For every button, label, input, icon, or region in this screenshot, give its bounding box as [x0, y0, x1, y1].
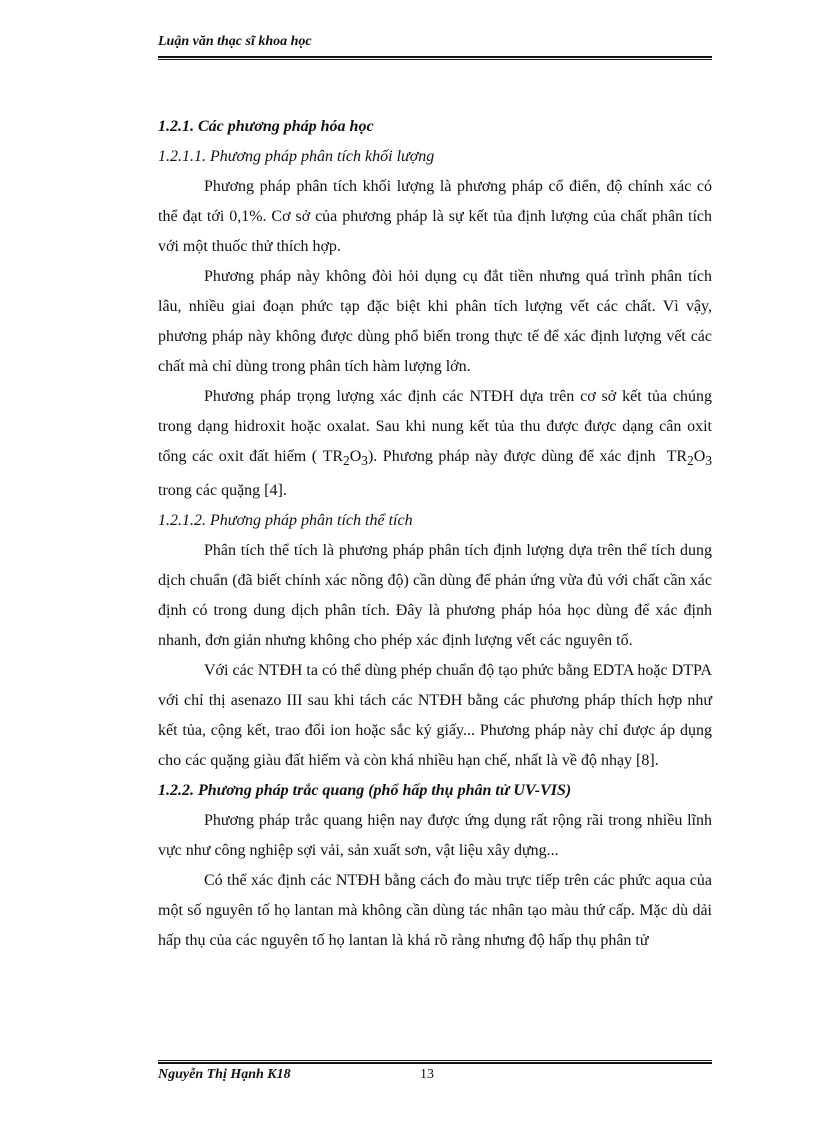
paragraph-text: Phương pháp trọng lượng xác định các NTĐH dựa trên cơ sở kết tủa chúng trong dạng hidroxit hoặc oxalat. Sau khi nung kết tủa thu được được dạng cân oxit tổng các oxit đất hiếm (	[158, 388, 712, 465]
header-divider	[158, 56, 712, 60]
heading-1-2-2: 1.2.2. Phương pháp trắc quang (phổ hấp thụ phân tử UV-VIS)	[158, 782, 572, 800]
formula-tr2o3	[322, 448, 368, 469]
heading-1-2-1: 1.2.1. Các phương pháp hóa học	[158, 118, 374, 135]
paragraph-text: trong các quặng [4].	[158, 482, 287, 500]
page-header-title: Luận văn thạc sĩ khoa học	[158, 34, 312, 49]
formula-subscript: 2	[343, 453, 350, 469]
paragraph-with-formula	[158, 382, 712, 506]
formula-part: TR	[322, 448, 344, 465]
paragraph: Với các NTĐH ta có thể dùng phép chuẩn độ tạo phức bằng EDTA hoặc DTPA với chỉ thị asenazo III sau khi tách các NTĐH bằng các phương pháp thích hợp như kết tủa, cộng kết, trao đổi ion hoặc sắc ký giấy... Phương pháp này chỉ được áp dụng cho các quặng giàu đất hiếm và còn khá nhiều hạn chế, nhất là về độ nhạy [8].	[158, 662, 712, 770]
formula-part: O	[349, 448, 362, 465]
formula-subscript: 3	[705, 453, 712, 469]
paragraph: Phương pháp này không đòi hỏi dụng cụ đắt tiền nhưng quá trình phân tích lâu, nhiều giai đoạn phức tạp đặc biệt khi phân tích lượng vết các chất. Vì vậy, phương pháp này không được dùng phổ biến trong thực tế để xác định lượng vết các chất mà chỉ dùng trong phân tích hàm lượng lớn.	[158, 268, 712, 375]
heading-1-2-1-1: 1.2.1.1. Phương pháp phân tích khối lượng	[158, 148, 435, 165]
footer-author: Nguyễn Thị Hạnh K18	[158, 1067, 291, 1082]
document-body	[158, 112, 712, 956]
formula-part: TR	[666, 448, 688, 465]
page-number: 13	[420, 1067, 434, 1082]
formula-subscript: 3	[361, 453, 368, 469]
paragraph-text: ). Phương pháp này được dùng để xác định	[367, 448, 656, 465]
heading-1-2-1-2: 1.2.1.2. Phương pháp phân tích thể tích	[158, 512, 413, 530]
paragraph: Phân tích thể tích là phương pháp phân tích định lượng dựa trên thể tích dung dịch chuẩn (đã biết chính xác nồng độ) cần dùng để phản ứng vừa đủ với chất cần xác định có trong dung dịch phân tích. Đây là phương pháp hóa học dùng để xác định nhanh, đơn giản nhưng không cho phép xác định lượng vết các nguyên tố.	[158, 542, 712, 650]
paragraph: Phương pháp trắc quang hiện nay được ứng dụng rất rộng rãi trong nhiều lĩnh vực như công nghiệp sợi vải, sản xuất sơn, vật liệu xây dựng...	[158, 812, 712, 860]
formula-tr2o3	[666, 448, 712, 469]
formula-subscript: 2	[687, 453, 694, 469]
paragraph: Phương pháp phân tích khối lượng là phương pháp cổ điển, độ chính xác có thể đạt tới 0,1%. Cơ sở của phương pháp là sự kết tủa định lượng của chất phân tích với một thuốc thử thích hợp.	[158, 178, 712, 255]
footer-divider	[158, 1060, 712, 1064]
formula-part: O	[693, 448, 706, 465]
paragraph: Có thể xác định các NTĐH bằng cách đo màu trực tiếp trên các phức aqua của một số nguyên tố họ lantan mà không cần dùng tác nhân tạo màu thứ cấp. Mặc dù dải hấp thụ của các nguyên tố họ lantan là khá rõ ràng nhưng độ hấp thụ phân tử	[158, 872, 712, 950]
